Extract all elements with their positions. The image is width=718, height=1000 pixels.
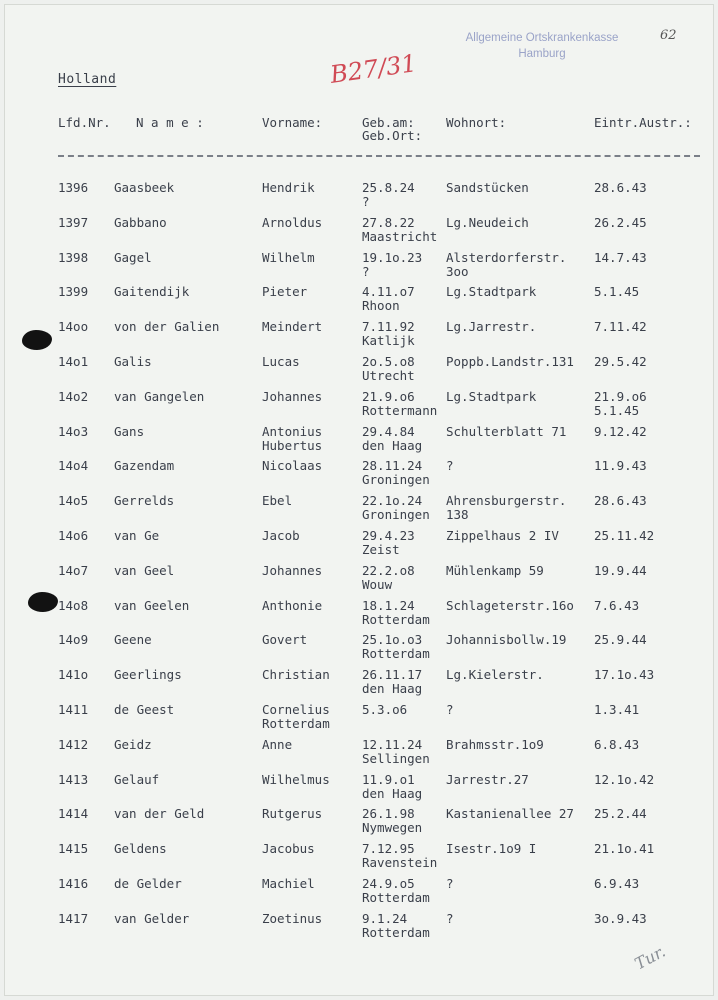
entry-name: Gazendam — [114, 458, 175, 474]
entry-number: 1417 — [58, 910, 89, 926]
entry-birth-date: 29.4.23 — [362, 528, 415, 543]
entry-name: van Ge — [114, 528, 160, 543]
table-row — [0, 250, 718, 284]
entry-residence: ? — [446, 910, 454, 926]
table-row — [0, 667, 718, 701]
red-handwritten-mark: B27/31 — [328, 49, 419, 89]
entry-name: Gabbano — [114, 214, 167, 230]
table-row — [0, 389, 718, 423]
entry-birth-date: 18.1.24 — [362, 597, 415, 613]
entry-residence: Lg.Jarrestr. — [446, 319, 537, 335]
entry-birth-date: 26.11.17 — [362, 667, 423, 683]
entry-name: Gagel — [114, 249, 152, 265]
table-row — [0, 563, 718, 597]
entry-birth-place: Rotterdam — [362, 646, 430, 662]
table-row — [0, 284, 718, 318]
entry-vorname: Machiel — [262, 876, 315, 891]
entry-name: Geerlings — [114, 667, 182, 683]
entry-vorname-2: Hubertus — [262, 437, 323, 453]
entry-vorname: Christian — [262, 667, 330, 683]
entry-birth-date: 26.1.98 — [362, 806, 415, 822]
entry-eintritt: 11.9.43 — [594, 458, 647, 474]
entry-eintritt: 26.2.45 — [594, 214, 647, 230]
entry-eintritt: 28.6.43 — [594, 180, 647, 195]
entry-birth-place: ? — [362, 263, 370, 279]
entry-birth-place: Wouw — [362, 576, 393, 592]
entry-residence: Poppb.Landstr.131 — [446, 354, 574, 369]
entry-vorname: Johannes — [262, 562, 323, 578]
table-row — [0, 493, 718, 527]
entry-birth-date: 27.8.22 — [362, 214, 415, 230]
entry-eintritt: 28.6.43 — [594, 493, 647, 509]
entry-vorname: Lucas — [262, 354, 300, 369]
entry-number: 14o9 — [58, 632, 89, 648]
entry-eintritt: 3o.9.43 — [594, 910, 647, 926]
entry-number: 14o5 — [58, 493, 89, 509]
entry-eintritt: 1.3.41 — [594, 702, 640, 717]
entry-birth-place: Katlijk — [362, 333, 415, 349]
entry-name: Gans — [114, 423, 145, 439]
entry-birth-place: Rottermann — [362, 402, 438, 418]
stamp-line-1: Allgemeine Ortskrankenkasse — [465, 32, 619, 44]
entry-birth-date: 19.1o.23 — [362, 249, 423, 265]
entry-name: van der Geld — [114, 806, 205, 822]
entry-birth-date: 7.12.95 — [362, 841, 415, 857]
insurance-stamp — [462, 30, 622, 62]
entry-birth-date: 28.11.24 — [362, 458, 423, 474]
entry-birth-date: 9.1.24 — [362, 910, 408, 926]
entry-vorname: Meindert — [262, 319, 323, 335]
entry-number: 1416 — [58, 876, 89, 891]
table-row — [0, 319, 718, 353]
entry-residence: Lg.Kielerstr. — [446, 667, 544, 683]
table-row — [0, 806, 718, 840]
page-number: 62 — [660, 28, 677, 43]
table-row — [0, 215, 718, 249]
entry-vorname: Wilhelmus — [262, 771, 330, 787]
entry-name: van Geel — [114, 562, 175, 578]
entry-birth-place: den Haag — [362, 681, 423, 697]
entry-vorname: Wilhelm — [262, 249, 315, 265]
entry-birth-date: 4.11.o7 — [362, 284, 415, 300]
entry-residence: Isestr.1o9 I — [446, 841, 537, 857]
entry-number: 1398 — [58, 249, 89, 265]
entry-birth-date: 12.11.24 — [362, 736, 423, 752]
entry-number: 14o7 — [58, 562, 89, 578]
header-nr: Lfd.Nr. — [58, 115, 111, 130]
dashed-divider — [58, 155, 700, 157]
entry-birth-place: Ravenstein — [362, 855, 438, 871]
entry-number: 14o8 — [58, 597, 89, 613]
entry-number: 1399 — [58, 284, 89, 300]
entry-birth-place: Utrecht — [362, 368, 415, 383]
entry-name: Gaitendijk — [114, 284, 190, 300]
entry-eintritt: 19.9.44 — [594, 562, 647, 578]
entry-name: Galis — [114, 354, 152, 369]
entry-eintritt: 6.9.43 — [594, 876, 640, 891]
entry-residence: Schlageterstr.16o — [446, 597, 574, 613]
table-row — [0, 354, 718, 388]
entry-number: 14o6 — [58, 528, 89, 543]
entry-name: Gelauf — [114, 771, 160, 787]
entry-vorname: Jacob — [262, 528, 300, 543]
table-row — [0, 424, 718, 458]
entry-name: Geldens — [114, 841, 167, 857]
entry-number: 1413 — [58, 771, 89, 787]
entry-birth-date: 25.1o.o3 — [362, 632, 423, 648]
entry-birth-date: 21.9.o6 — [362, 388, 415, 404]
entry-austritt: 5.1.45 — [594, 402, 640, 418]
table-row — [0, 598, 718, 632]
entry-residence: Ahrensburgerstr. — [446, 493, 567, 509]
entry-name: Gaasbeek — [114, 180, 175, 195]
entry-vorname: Hendrik — [262, 180, 315, 195]
entry-birth-place: Nymwegen — [362, 820, 423, 836]
entry-eintritt: 7.6.43 — [594, 597, 640, 613]
entry-eintritt: 21.9.o6 — [594, 388, 647, 404]
entry-eintritt: 14.7.43 — [594, 249, 647, 265]
entry-birth-date: 11.9.o1 — [362, 771, 415, 787]
table-row — [0, 528, 718, 562]
entry-eintritt: 29.5.42 — [594, 354, 647, 369]
pencil-scribble: Tur. — [631, 941, 669, 974]
entry-number: 1415 — [58, 841, 89, 857]
entry-residence: Jarrestr.27 — [446, 771, 529, 787]
entry-vorname: Ebel — [262, 493, 293, 509]
entry-residence: Schulterblatt 71 — [446, 423, 567, 439]
entry-vorname: Pieter — [262, 284, 308, 300]
entry-vorname: Arnoldus — [262, 214, 323, 230]
entry-residence: Brahmsstr.1o9 — [446, 736, 544, 752]
entry-number: 14o1 — [58, 354, 89, 369]
entry-number: 1396 — [58, 180, 89, 195]
entry-eintritt: 17.1o.43 — [594, 667, 655, 683]
entry-residence-2: 138 — [446, 507, 469, 523]
entry-birth-date: 29.4.84 — [362, 423, 415, 439]
entry-birth-place: Groningen — [362, 507, 430, 523]
header-name: N a m e : — [136, 115, 204, 130]
entry-residence: Lg.Neudeich — [446, 214, 529, 230]
table-row — [0, 632, 718, 666]
entry-vorname: Rutgerus — [262, 806, 323, 822]
entry-number: 14o3 — [58, 423, 89, 439]
entry-birth-place: Maastricht — [362, 228, 438, 244]
header-geb-am: Geb.am: — [362, 115, 415, 130]
entry-birth-date: 24.9.o5 — [362, 876, 415, 891]
entry-vorname: Govert — [262, 632, 308, 648]
entry-birth-date: 25.8.24 — [362, 180, 415, 195]
entry-number: 14o4 — [58, 458, 89, 474]
table-row — [0, 458, 718, 492]
entry-residence: Sandstücken — [446, 180, 529, 195]
entry-residence: Kastanienallee 27 — [446, 806, 574, 822]
header-vorname: Vorname: — [262, 115, 323, 130]
entry-name: Geidz — [114, 736, 152, 752]
entry-vorname: Cornelius — [262, 702, 330, 717]
entry-residence: Zippelhaus 2 IV — [446, 528, 559, 543]
entry-residence: Lg.Stadtpark — [446, 284, 537, 300]
entry-birth-date: 7.11.92 — [362, 319, 415, 335]
entry-residence: Mühlenkamp 59 — [446, 562, 544, 578]
entry-birth-date: 2o.5.o8 — [362, 354, 415, 369]
entry-name: van Gangelen — [114, 388, 205, 404]
table-row — [0, 772, 718, 806]
table-row — [0, 737, 718, 771]
entry-number: 1397 — [58, 214, 89, 230]
entry-birth-place: Rotterdam — [362, 611, 430, 627]
table-row — [0, 911, 718, 945]
table-row — [0, 876, 718, 910]
header-eintr-austr: Eintr.Austr.: — [594, 115, 692, 130]
entry-eintritt: 25.11.42 — [594, 528, 655, 543]
entry-birth-place: Rotterdam — [362, 924, 430, 940]
entry-vorname: Johannes — [262, 388, 323, 404]
entry-birth-date: 22.1o.24 — [362, 493, 423, 509]
entry-eintritt: 25.9.44 — [594, 632, 647, 648]
entry-birth-date: 22.2.o8 — [362, 562, 415, 578]
entry-number: 1411 — [58, 702, 89, 717]
table-row — [0, 702, 718, 736]
entry-name: Gerrelds — [114, 493, 175, 509]
entry-residence: ? — [446, 702, 454, 717]
entry-birth-place: den Haag — [362, 785, 423, 801]
entry-eintritt: 25.2.44 — [594, 806, 647, 822]
entry-name: Geene — [114, 632, 152, 648]
entry-residence: Lg.Stadtpark — [446, 388, 537, 404]
entry-eintritt: 9.12.42 — [594, 423, 647, 439]
entry-residence: ? — [446, 876, 454, 891]
entry-birth-date: 5.3.o6 — [362, 702, 408, 717]
entry-residence: Alsterdorferstr. — [446, 249, 567, 265]
entry-number: 14oo — [58, 319, 89, 335]
entry-name: van Geelen — [114, 597, 190, 613]
entry-birth-place: Sellingen — [362, 750, 430, 766]
entry-number: 1412 — [58, 736, 89, 752]
entry-eintritt: 7.11.42 — [594, 319, 647, 335]
section-title: Holland — [58, 72, 117, 87]
header-geb-ort: Geb.Ort: — [362, 128, 423, 143]
entry-name: de Geest — [114, 702, 175, 717]
stamp-line-2: Hamburg — [518, 48, 566, 60]
entry-vorname-2: Rotterdam — [262, 716, 330, 731]
header-wohnort: Wohnort: — [446, 115, 507, 130]
entry-residence-2: 3oo — [446, 263, 469, 279]
entry-vorname: Zoetinus — [262, 910, 323, 926]
entry-name: van Gelder — [114, 910, 190, 926]
entry-eintritt: 12.1o.42 — [594, 771, 655, 787]
entry-birth-place: Zeist — [362, 542, 400, 557]
entry-birth-place: Rhoon — [362, 298, 400, 314]
entry-number: 1414 — [58, 806, 89, 822]
entry-name: von der Galien — [114, 319, 220, 335]
entry-birth-place: Groningen — [362, 472, 430, 488]
entry-eintritt: 5.1.45 — [594, 284, 640, 300]
entry-eintritt: 21.1o.41 — [594, 841, 655, 857]
entry-vorname: Anne — [262, 736, 293, 752]
entry-vorname: Jacobus — [262, 841, 315, 857]
entry-birth-place: den Haag — [362, 437, 423, 453]
entry-birth-place: Rotterdam — [362, 890, 430, 905]
entry-birth-place: ? — [362, 194, 370, 209]
entry-residence: Johannisbollw.19 — [446, 632, 567, 648]
table-row — [0, 180, 718, 214]
entry-residence: ? — [446, 458, 454, 474]
entry-vorname: Nicolaas — [262, 458, 323, 474]
entry-eintritt: 6.8.43 — [594, 736, 640, 752]
entry-number: 14o2 — [58, 388, 89, 404]
entry-vorname: Antonius — [262, 423, 323, 439]
entry-number: 141o — [58, 667, 89, 683]
table-row — [0, 841, 718, 875]
entry-vorname: Anthonie — [262, 597, 323, 613]
entry-name: de Gelder — [114, 876, 182, 891]
